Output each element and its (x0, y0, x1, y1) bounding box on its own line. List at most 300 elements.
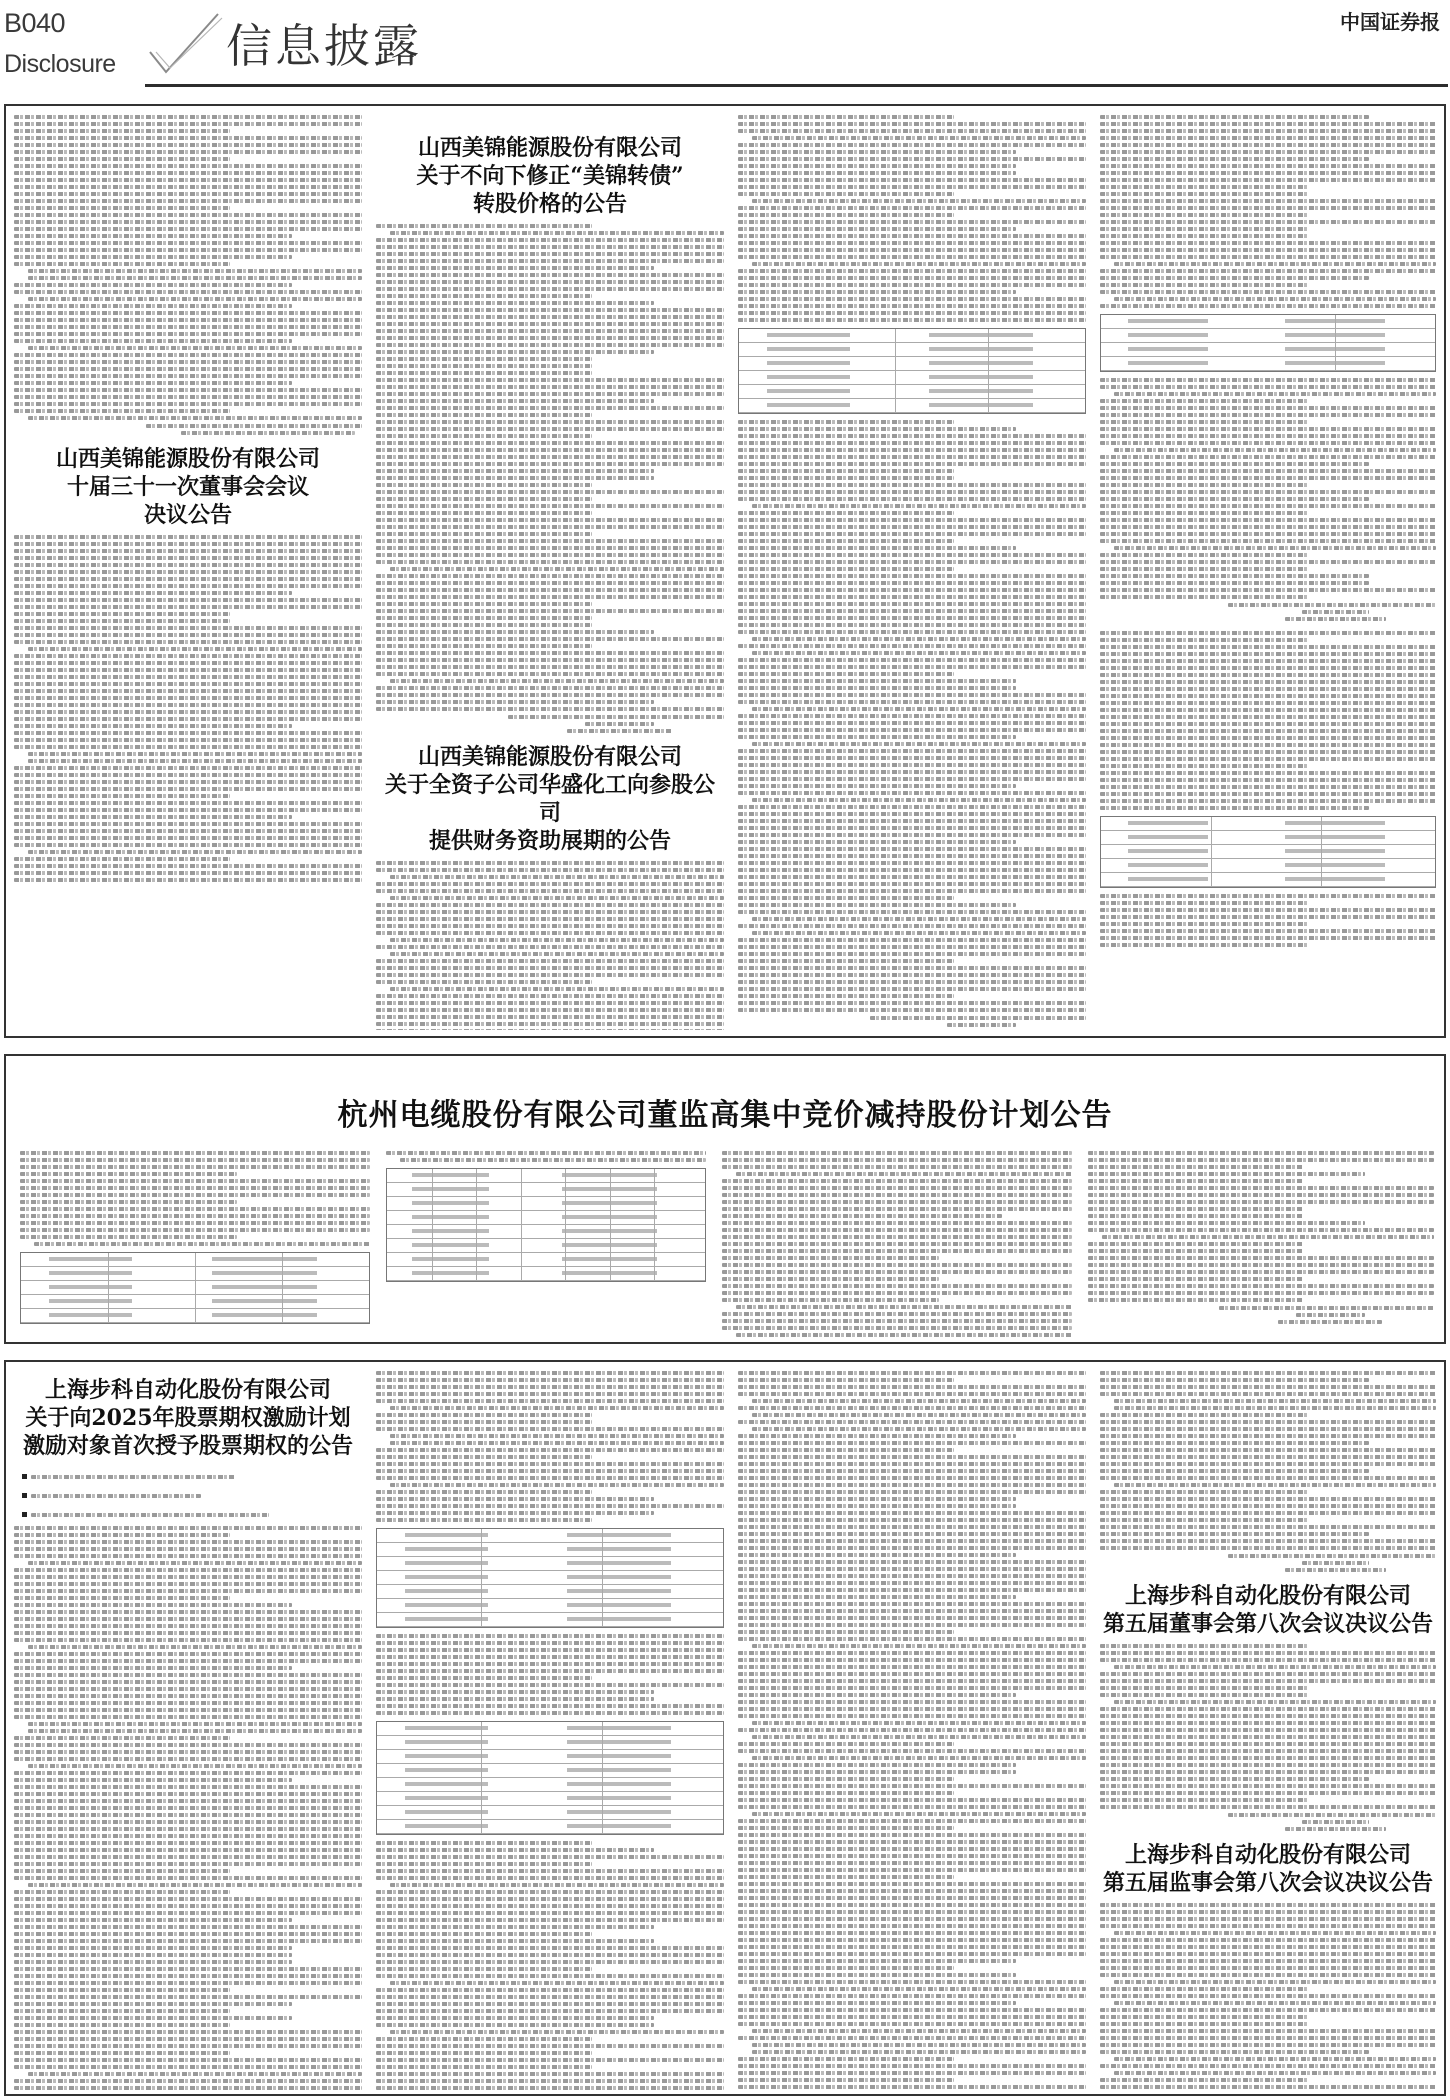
shanxi-col4-body-c (1100, 631, 1436, 810)
fine-print-line (752, 136, 1086, 140)
fine-print-line (738, 987, 1086, 991)
fine-print-line (14, 367, 362, 371)
shanxi-col-2 (376, 112, 724, 1030)
fine-print-line (376, 420, 724, 424)
fine-print-line (14, 227, 362, 231)
fine-print-line (1088, 1242, 1303, 1246)
fine-print-line (738, 206, 1086, 210)
fine-print-line (722, 1263, 1072, 1267)
fine-print-line (1100, 1742, 1436, 1746)
fine-print-line (752, 1756, 1086, 1760)
fine-print-line (1100, 1749, 1436, 1753)
fine-print-line (738, 241, 1086, 245)
fine-print-line (14, 1869, 230, 1873)
fine-print-line (1088, 1214, 1303, 1218)
fine-print-line (376, 259, 724, 263)
fine-print-line (738, 255, 1086, 259)
fine-print-line (1100, 757, 1436, 761)
fine-print-line (738, 1896, 1086, 1900)
fine-print-line (14, 857, 230, 861)
fine-print-line (738, 1539, 1086, 1543)
fine-print-line (376, 497, 592, 501)
fine-print-line (738, 129, 1086, 133)
fine-print-line (14, 1778, 292, 1782)
fine-print-line (1114, 1931, 1436, 1935)
hangzhou-col-4 (1088, 1148, 1434, 1338)
fine-print-line (1114, 546, 1436, 550)
fine-print-line (14, 710, 362, 714)
fine-print-line (1100, 241, 1436, 245)
fine-print-line (738, 122, 1086, 126)
fine-print-line (1100, 497, 1369, 501)
fine-print-line (738, 234, 1086, 238)
fine-print-line (1100, 631, 1436, 635)
fine-print-line (738, 2071, 1086, 2075)
data-table (20, 1252, 370, 1324)
fine-print-line (376, 532, 592, 536)
fine-print-line (738, 847, 1086, 851)
fine-print-line (376, 350, 654, 354)
fine-print-line (1114, 262, 1436, 266)
fine-print-line (14, 556, 362, 560)
fine-print-line (14, 563, 362, 567)
fine-print-line (738, 1588, 1086, 1592)
fine-print-line (14, 1911, 362, 1915)
fine-print-line (376, 1413, 592, 1417)
fine-print-line (1100, 638, 1308, 642)
fine-print-line (738, 1630, 954, 1634)
fine-print-line (1100, 1532, 1369, 1536)
fine-print-line (376, 518, 724, 522)
fine-print-line (738, 1700, 1086, 1704)
fine-print-line (1100, 199, 1436, 203)
fine-print-line (14, 696, 362, 700)
bullet-icon (22, 1493, 27, 1498)
fine-print-line (1100, 715, 1436, 719)
fine-print-line (738, 1917, 1086, 1921)
fine-print-line (738, 2015, 1086, 2019)
fine-print-line (738, 1623, 1086, 1627)
fine-print-line (1088, 1256, 1434, 1260)
fine-print-line (376, 441, 724, 445)
fine-print-line (20, 1207, 370, 1211)
stepper-col4-body-c (1100, 1903, 1436, 2090)
shanxi-board-heading (14, 445, 362, 529)
stepper-options-title-1: 上海步科自动化股份有限公司 (44, 1377, 331, 1403)
fine-print-line (1088, 1291, 1434, 1295)
fine-print-line (376, 1911, 724, 1915)
fine-print-line (376, 2044, 724, 2048)
fine-print-line (1100, 1763, 1436, 1767)
fine-print-line (390, 231, 724, 235)
fine-print-line (1100, 290, 1436, 294)
fine-print-line (1088, 1165, 1303, 1169)
fine-print-line (390, 938, 724, 942)
fine-print-line (1100, 2064, 1436, 2068)
fine-print-line (1100, 157, 1369, 161)
fine-print-line (1100, 1952, 1436, 1956)
fine-print-line (14, 766, 362, 770)
fine-print-line (752, 1427, 1086, 1431)
fine-print-line (376, 315, 724, 319)
fine-print-line (1100, 1707, 1436, 1711)
fine-print-line (14, 1603, 292, 1607)
hangzhou-col4-body (1088, 1151, 1434, 1302)
fine-print-line (390, 1406, 724, 1410)
fine-print-line (738, 1973, 1016, 1977)
fine-print-line (1088, 1277, 1303, 1281)
fine-print-line (752, 504, 1086, 508)
fine-print-line (738, 805, 1086, 809)
fine-print-line (738, 2057, 954, 2061)
fine-print-line (14, 171, 362, 175)
fine-print-line (738, 1861, 1086, 1865)
fine-print-line (722, 1179, 1072, 1183)
fine-print-line (738, 560, 1086, 564)
fine-print-line (376, 1869, 724, 1873)
fine-print-line (376, 266, 654, 270)
fine-print-line (1100, 1728, 1436, 1732)
fine-print-line (1100, 1994, 1436, 1998)
fine-print-line (14, 1981, 362, 1985)
fine-print-line (1100, 192, 1308, 196)
fine-print-line (752, 1721, 1086, 1725)
data-table (376, 1721, 724, 1835)
shanxi-col3-body-a (738, 115, 1086, 322)
fine-print-line (738, 861, 1086, 865)
fine-print-line (376, 609, 724, 613)
fine-print-line (1100, 673, 1436, 677)
fine-print-line (722, 1193, 1072, 1197)
fine-print-line (1100, 462, 1369, 466)
fine-print-line (738, 1903, 1086, 1907)
fine-print-line (1100, 915, 1436, 919)
fine-print-line (1100, 476, 1436, 480)
fine-print-line (376, 2065, 592, 2069)
fine-print-line (738, 1770, 1016, 1774)
fine-print-line (376, 665, 724, 669)
fine-print-line (738, 2001, 1016, 2005)
fine-print-line (738, 420, 954, 424)
hangzhou-col-1 (20, 1148, 370, 1338)
fine-print-line (14, 150, 362, 154)
fine-print-line (1100, 1385, 1436, 1389)
fine-print-line (722, 1214, 1002, 1218)
fine-print-line (14, 2023, 230, 2027)
fine-print-line (1100, 936, 1436, 940)
fine-print-line (1100, 1462, 1436, 1466)
fine-print-line (738, 1651, 1086, 1655)
fine-print-line (738, 1777, 954, 1781)
fine-print-line (1088, 1207, 1303, 1211)
fine-print-line (738, 938, 1086, 942)
fine-print-line (376, 1669, 724, 1673)
fine-print-line (376, 889, 724, 893)
fine-print-line (738, 1840, 1086, 1844)
fine-print-line (376, 273, 724, 277)
fine-print-line (1100, 164, 1436, 168)
fine-print-line (1100, 378, 1436, 382)
section-name-en: Disclosure (4, 50, 116, 78)
fine-print-line (1100, 490, 1436, 494)
fine-print-line (738, 728, 1086, 732)
fine-print-line (14, 878, 362, 882)
fine-print-line (376, 1462, 724, 1466)
shanxi-col1-body-a (14, 115, 362, 420)
fine-print-line (752, 1812, 1086, 1816)
fine-print-line (738, 1889, 1086, 1893)
fine-print-line (738, 2036, 1086, 2040)
fine-print-line (738, 1504, 1016, 1508)
fine-print-line (376, 406, 724, 410)
fine-print-line (14, 654, 362, 658)
fine-print-line (14, 1876, 362, 1880)
fine-print-line (376, 910, 724, 914)
fine-print-line (376, 371, 592, 375)
fine-print-line (14, 717, 362, 721)
fine-print-line (376, 427, 724, 431)
fine-print-line (376, 2009, 724, 2013)
fine-print-line (376, 2051, 592, 2055)
fine-print-line (738, 483, 1086, 487)
fine-print-line (376, 1029, 724, 1030)
fine-print-line (14, 1568, 362, 1572)
fine-print-line (1100, 2078, 1308, 2082)
fine-print-line (376, 994, 724, 998)
fine-print-line (738, 276, 1086, 280)
fine-print-line (14, 192, 362, 196)
fine-print-line (1100, 1714, 1436, 1718)
fine-print-line (738, 248, 1086, 252)
data-table (386, 1168, 706, 1282)
fine-print-line (1088, 1284, 1434, 1288)
fine-print-line (1114, 1399, 1436, 1403)
fine-print-line (1100, 1770, 1436, 1774)
fine-print-line (376, 560, 724, 564)
fine-print-line (14, 213, 362, 217)
fine-print-line (1100, 792, 1436, 796)
fine-print-line (738, 1763, 1016, 1767)
fine-print-line (1100, 2022, 1308, 2026)
fine-print-line (722, 1151, 1072, 1155)
fine-print-line (722, 1228, 1072, 1232)
fine-print-line (722, 1165, 1072, 1169)
fine-print-line (1100, 248, 1436, 252)
fine-print-line (376, 1001, 724, 1005)
fine-print-line (1100, 1420, 1436, 1424)
fine-print-line (376, 637, 724, 641)
fine-print-line (738, 945, 1086, 949)
fine-print-line (14, 1813, 362, 1817)
fine-print-line (376, 539, 724, 543)
fine-print-line (376, 2016, 654, 2020)
fine-print-line (1114, 1483, 1436, 1487)
fine-print-line (738, 1546, 1086, 1550)
fine-print-line (376, 686, 724, 690)
fine-print-line (738, 1707, 1086, 1711)
fine-print-line (738, 1665, 1086, 1669)
fine-print-line (722, 1298, 939, 1302)
fine-print-line (1100, 922, 1308, 926)
fine-print-line (1100, 553, 1308, 557)
fine-print-line (738, 1658, 1086, 1662)
fine-print-line (14, 339, 292, 343)
fine-print-line (28, 297, 362, 301)
fine-print-line (14, 2044, 362, 2048)
fine-print-line (752, 1735, 1086, 1739)
fine-print-line (1100, 504, 1436, 508)
fine-print-line (14, 199, 362, 203)
fine-print-line (1100, 929, 1436, 933)
fine-print-line (738, 1602, 1086, 1606)
fine-print-line (1100, 406, 1436, 410)
fine-print-line (376, 308, 724, 312)
fine-print-line (14, 1946, 292, 1950)
fine-print-line (736, 1333, 1072, 1337)
shanxi-col-1 (14, 112, 362, 1030)
fine-print-line (1102, 1235, 1434, 1239)
fine-print-line (376, 392, 724, 396)
fine-print-line (738, 1819, 1086, 1823)
fine-print-line (722, 1326, 1072, 1330)
fine-print-line (1100, 2050, 1369, 2054)
fine-print-line (738, 1693, 1016, 1697)
fine-print-line (1100, 178, 1436, 182)
fine-print-line (376, 700, 654, 704)
fine-print-line (376, 581, 724, 585)
fine-print-line (14, 248, 362, 252)
fine-print-line (738, 441, 1086, 445)
fine-print-line (376, 385, 724, 389)
fine-print-line (14, 360, 362, 364)
fine-print-line (14, 290, 362, 294)
fine-print-line (738, 1924, 1086, 1928)
fine-print-line (14, 388, 362, 392)
fine-print-line (738, 840, 1016, 844)
fine-print-line (1100, 1476, 1436, 1480)
fine-print-line (376, 1641, 724, 1645)
fine-print-line (14, 1974, 362, 1978)
fine-print-line (376, 1995, 724, 1999)
fine-print-line (376, 1634, 724, 1638)
fine-print-line (752, 1987, 1086, 1991)
fine-print-line (1100, 255, 1436, 259)
fine-print-line (738, 150, 1016, 154)
fine-print-line (376, 1511, 654, 1515)
fine-print-line (1100, 1518, 1308, 1522)
fine-print-line (738, 304, 1086, 308)
fine-print-line (1088, 1270, 1434, 1274)
fine-print-line (376, 546, 724, 550)
fine-print-line (1100, 778, 1436, 782)
fine-print-line (376, 364, 592, 368)
fine-print-line (14, 115, 362, 119)
fine-print-line (738, 553, 1086, 557)
fine-print-line (738, 178, 1086, 182)
fine-print-line (14, 1918, 292, 1922)
fine-print-line (14, 1638, 362, 1642)
fine-print-line (738, 602, 1086, 606)
fine-print-line (752, 262, 1086, 266)
fine-print-line (1088, 1263, 1434, 1267)
fine-print-line (376, 483, 592, 487)
fine-print-line (1100, 694, 1436, 698)
fine-print-line (738, 1672, 1086, 1676)
fine-print-line (14, 633, 362, 637)
fine-print-line (376, 1676, 592, 1680)
fine-print-line (738, 511, 954, 515)
fine-print-line (376, 595, 724, 599)
fine-print-line (1088, 1298, 1303, 1302)
fine-print-line (722, 1270, 1072, 1274)
fine-print-line (14, 745, 362, 749)
fine-print-line (738, 2064, 1086, 2068)
fine-print-line (1088, 1228, 1434, 1232)
fine-print-line (376, 1469, 724, 1473)
fine-print-line (1100, 1693, 1308, 1697)
fine-print-line (1100, 143, 1436, 147)
signature-block (1100, 603, 1436, 621)
fine-print-line (738, 1420, 1086, 1424)
fine-print-line (390, 987, 724, 991)
fine-print-line (14, 1582, 362, 1586)
fine-print-line (376, 1904, 724, 1908)
fine-print-line (738, 1728, 1086, 1732)
fine-print-line (738, 469, 954, 473)
fine-print-line (14, 402, 362, 406)
fine-print-line (14, 2051, 230, 2055)
fine-print-line (738, 1679, 1086, 1683)
fine-print-line (1100, 511, 1308, 515)
fine-print-line (738, 1581, 1086, 1585)
fine-print-line (14, 640, 362, 644)
fine-print-line (14, 185, 362, 189)
fine-print-line (738, 784, 1016, 788)
fine-print-line (28, 346, 362, 350)
fine-print-line (14, 1610, 362, 1614)
fine-print-line (1100, 304, 1436, 308)
fine-print-line (738, 903, 1016, 907)
fine-print-line (1100, 894, 1436, 898)
fine-print-line (1114, 2001, 1436, 2005)
fine-print-line (738, 143, 1086, 147)
stepper-col1-body (14, 1526, 362, 2090)
fine-print-line (376, 1953, 724, 1957)
fine-print-line (376, 980, 592, 984)
fine-print-line (14, 724, 292, 728)
fine-print-line (738, 1497, 1016, 1501)
fine-print-line (14, 1988, 230, 1992)
fine-print-line (28, 1722, 362, 1726)
fine-print-line (1100, 659, 1436, 663)
fine-print-line (376, 868, 724, 872)
fine-print-line (1100, 1945, 1436, 1949)
fine-print-line (376, 1490, 592, 1494)
fine-print-line (14, 1736, 230, 1740)
fine-print-line (1100, 1805, 1436, 1809)
fine-print-line (738, 1882, 1086, 1886)
fine-print-line (1100, 1392, 1436, 1396)
fine-print-line (14, 1904, 362, 1908)
fine-print-line (376, 357, 592, 361)
fine-print-line (14, 206, 230, 210)
shanxi-board-title-3: 决议公告 (143, 502, 232, 528)
stepper-col-4 (1100, 1368, 1436, 2090)
shanxi-loan-title-2: 关于全资子公司华盛化工向参股公司 (384, 772, 715, 826)
fine-print-line (14, 1708, 362, 1712)
signature-block (1088, 1306, 1434, 1324)
signature-block (1100, 1554, 1436, 1572)
